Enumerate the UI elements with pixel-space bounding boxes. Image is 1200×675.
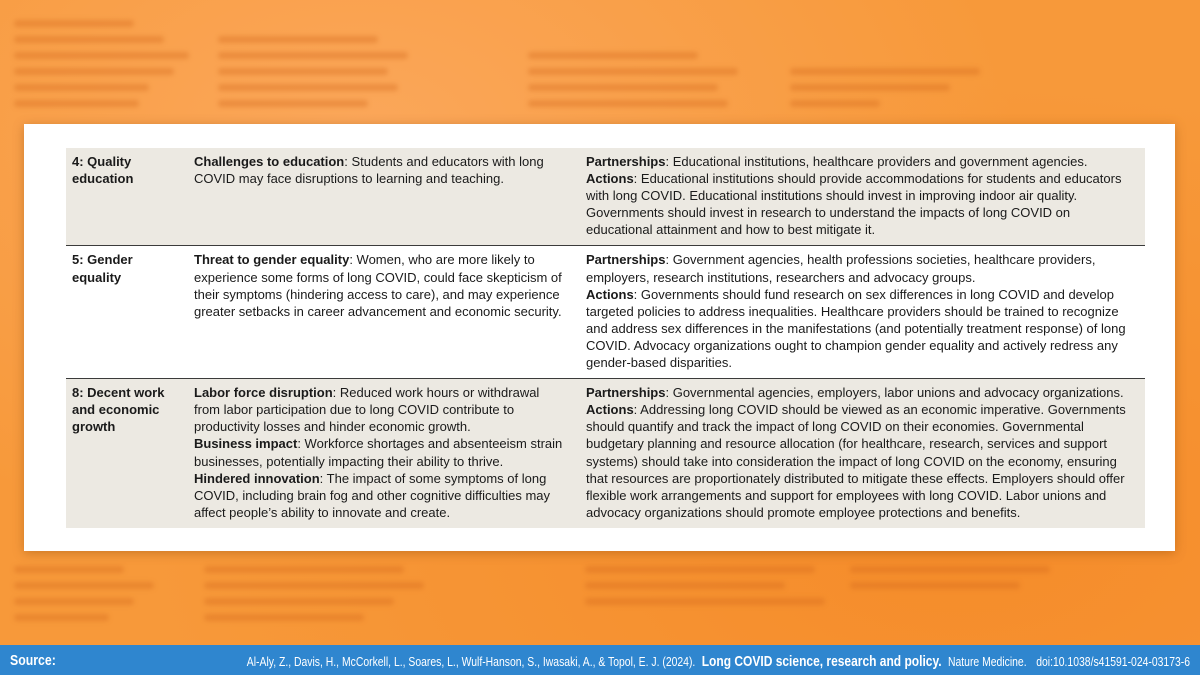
blurred-text-line — [14, 614, 109, 621]
blurred-text-line — [218, 36, 378, 43]
blurred-text-line — [790, 100, 880, 107]
impact-term: Challenges to education — [194, 154, 345, 169]
partnerships-label: Partnerships — [586, 252, 666, 268]
blurred-text-line — [790, 84, 950, 91]
impact-text: : Workforce shortages and absenteeism strain businesses, potentially impacting their ability to thrive. — [194, 436, 563, 469]
impact-term: Hindered innovation — [194, 470, 320, 486]
impact-term: Business impact — [194, 436, 298, 452]
table-row-gender-equality — [66, 246, 1145, 379]
goal-cell: 5: Gender equality — [66, 246, 180, 379]
blurred-text-line — [528, 100, 728, 107]
citation-doi: doi:10.1038/s41591-024-03173-6 — [1036, 654, 1190, 669]
goal-cell: 4: Quality education — [66, 148, 180, 246]
source-bar — [0, 645, 1200, 675]
blurred-text-line — [14, 84, 149, 91]
partnerships-text: : Educational institutions, healthcare providers and government agencies. — [665, 154, 1088, 169]
impact-term: Threat to gender equality — [194, 252, 350, 268]
citation — [247, 653, 1190, 670]
action-cell — [574, 148, 1145, 246]
blurred-text-line — [14, 598, 134, 605]
table-row-quality-education — [66, 148, 1145, 246]
blurred-text-line — [204, 582, 424, 589]
blurred-text-line — [528, 84, 718, 91]
blurred-text-line — [204, 614, 364, 621]
long-covid-sdg-table — [66, 148, 1145, 528]
blurred-text-line — [790, 68, 980, 75]
impact-cell — [180, 246, 574, 379]
impact-term: Labor force disruption — [194, 385, 333, 401]
goal-cell: 8: Decent work and economic growth — [66, 379, 180, 528]
blurred-text-line — [14, 52, 189, 59]
citation-title: Long COVID science, research and policy. — [701, 653, 942, 670]
actions-text: : Educational institutions should provide accommodations for students and educators with long COVID. Educational institutions should invest in improving indoor air quality. Governments should invest in research to understand the impacts of long COVID on educational attainment and how to best mitigate it. — [586, 171, 1122, 238]
blurred-text-line — [14, 582, 154, 589]
table-row-decent-work — [66, 379, 1145, 528]
blurred-text-line — [528, 52, 698, 59]
blurred-text-line — [204, 566, 404, 573]
blurred-text-line — [850, 566, 1050, 573]
actions-text: : Addressing long COVID should be viewed as an economic imperative. Governments should quantify and track the impact of long COVID on their economies. Governmental budgetary planning and resource allocation (for healthcare, research, services and support systems) should take into consideration the impact of long COVID on the economy, ensuring that resources are proportionately distributed to mitigate these effects. Employers should offer flexible work arrangements and support for employees with long COVID. Labor unions and advocacy organizations should promote employee protections and benefits. — [586, 402, 1126, 520]
action-cell — [574, 246, 1145, 379]
source-label: Source: — [10, 652, 56, 669]
partnerships-label: Partnerships — [586, 385, 666, 401]
blurred-text-line — [204, 598, 394, 605]
impact-cell — [180, 148, 574, 246]
action-cell — [574, 379, 1145, 528]
blurred-text-line — [585, 566, 815, 573]
impact-text: : Students and educators with long COVID may face disruptions to learning and teaching. — [194, 154, 544, 187]
blurred-text-line — [218, 68, 388, 75]
partnerships-text: : Government agencies, health professions societies, healthcare providers, employers, research institutions, researchers and advocacy groups. — [586, 252, 1096, 285]
actions-text: : Governments should fund research on sex differences in long COVID and develop targeted policies to address inequalities. Healthcare providers should be trained to recognize and address sex differences in the manifestations (and potentially treatment response) of long COVID. Advocacy organizations ought to champion gender equality and actively redress any gender-based disparities. — [586, 286, 1126, 371]
blurred-text-line — [14, 100, 139, 107]
blurred-text-line — [218, 84, 398, 91]
blurred-text-line — [585, 598, 825, 605]
blurred-text-line — [528, 68, 738, 75]
citation-journal: Nature Medicine. — [947, 654, 1027, 669]
blurred-text-line — [585, 582, 785, 589]
blurred-text-line — [14, 566, 124, 573]
partnerships-text: : Governmental agencies, employers, labor unions and advocacy organizations. — [665, 385, 1124, 401]
document-card — [24, 124, 1175, 551]
actions-label: Actions — [586, 402, 634, 418]
blurred-text-line — [218, 52, 408, 59]
impact-text: : Reduced work hours or withdrawal from labor participation due to long COVID contribute to productivity losses and hinder economic growth. — [194, 385, 540, 435]
blurred-text-line — [14, 36, 164, 43]
impact-text: : Women, who are more likely to experience some forms of long COVID, could face skepticism of their symptoms (hindering access to care), and may experience greater setbacks in career advancement and economic security. — [194, 252, 562, 319]
blurred-text-line — [850, 582, 1020, 589]
actions-label: Actions — [586, 171, 634, 187]
partnerships-label: Partnerships — [586, 154, 666, 169]
blurred-text-line — [218, 100, 368, 107]
blurred-text-line — [14, 68, 174, 75]
impact-cell — [180, 379, 574, 528]
blurred-text-line — [14, 20, 134, 27]
citation-authors: Al-Aly, Z., Davis, H., McCorkell, L., Soares, L., Wulf-Hanson, S., Iwasaki, A., & Topol, E. J. (2024). — [246, 654, 696, 669]
actions-label: Actions — [586, 286, 634, 302]
impact-text: : The impact of some symptoms of long COVID, including brain fog and other cognitive difficulties may affect people’s ability to innovate and create. — [194, 470, 551, 520]
